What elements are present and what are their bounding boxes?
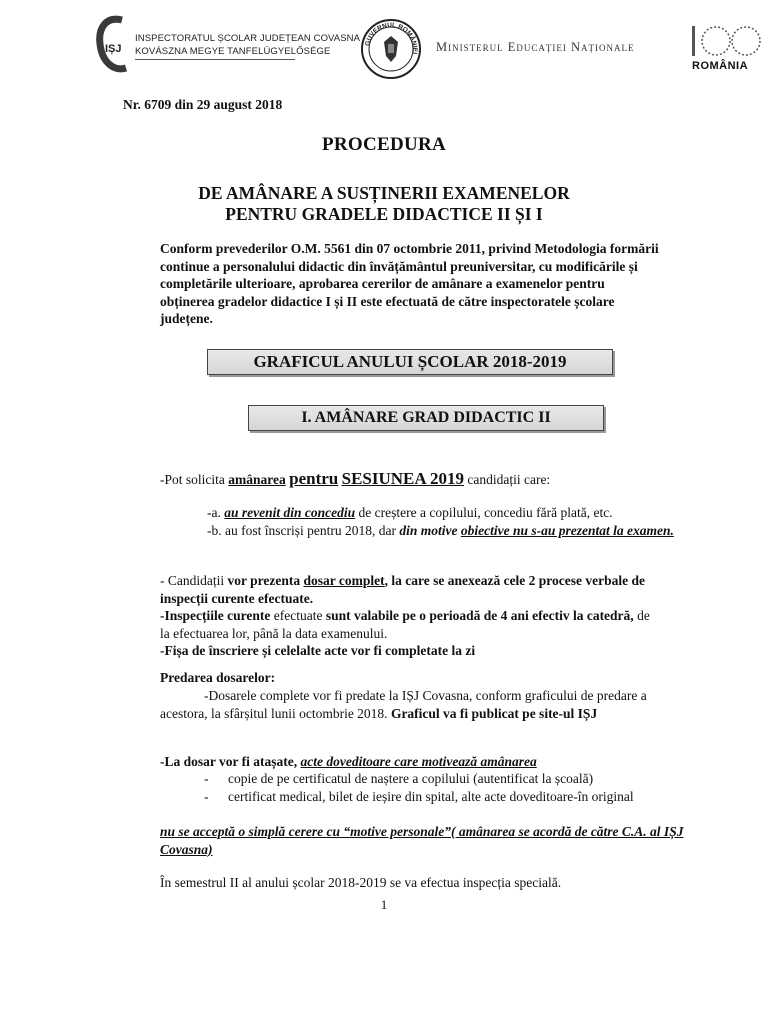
intro-paragraph: Conform prevederilor O.M. 5561 din 07 octombrie 2011, privind Metodologia formării continue a personalului didactic din învățământul preuniversitar, cu modificările și completările ulterioare, aprobarea cererilor de amânare a examenelor pentru obținerea gradelor didactice I și II este efectuată de către inspectoratele școlare județene. [160,241,659,326]
request-prefix: -Pot solicita [160,472,229,487]
predarea-paragraph [160,687,660,722]
atasate-line [160,753,680,771]
insp-p1: -Inspecțiile curente [160,608,274,623]
dosar-p1: - Candidații [160,573,228,588]
list-item [204,788,674,806]
insp-p3: sunt valabile pe o perioadă de 4 ani efectiv la catedră, [325,608,634,623]
cond-b-emph1: din motive [399,523,461,538]
fisa-line: -Fișa de înscriere și celelalte acte vor fi completate la zi [160,643,476,658]
cond-a-prefix: -a. [207,505,225,520]
list-item-text: copie de pe certificatul de naștere a copilului (autentificat la școală) [228,771,594,786]
isj-underline [135,59,295,60]
page-number: 1 [380,897,388,912]
dosar-p3: dosar complet [303,573,385,588]
request-line [160,470,720,489]
svg-text:IȘJ: IȘJ [105,43,122,55]
dosar-p4: , la care se anexează cele 2 procese verbale de inspecții curente efectuate. [160,573,646,606]
list-bullet: - [204,771,209,786]
ministry-name: Ministerul Educației Naționale [436,40,635,54]
request-amanarea: amânarea [228,472,286,487]
cond-a-rest: de creștere a copilului, concediu fără plată, etc. [355,505,613,520]
cond-b-emph2: obiective nu s-au prezentat la examen. [460,523,674,538]
list-item-text: certificat medical, bilet de ieșire din spital, alte acte doveditoare-în original [228,788,634,804]
cond-a-emph: au revenit din concediu [224,505,356,520]
document-number: Nr. 6709 din 29 august 2018 [123,97,283,112]
predarea-text2: Graficul va fi publicat pe site-ul IȘJ [390,705,598,721]
dosar-p2: vor prezenta [227,573,304,588]
predarea-heading: Predarea dosarelor: [160,670,276,685]
document-subtitle [0,183,768,225]
isj-name-hu: KOVÁSZNA MEGYE TANFELÜGYELŐSÉGE [135,46,331,57]
section-heading-box: I. AMÂNARE GRAD DIDACTIC II [248,405,604,431]
request-suffix: candidații care: [467,472,551,487]
seal-text: GUVERNUL ROMÂNIEI [364,21,419,55]
atasate-p1: -La dosar vor fi atașate, [160,754,301,769]
government-seal [360,18,422,80]
centenary-100-icon [686,20,764,62]
isj-logo [96,14,130,74]
atasate-list [204,770,674,805]
request-pentru: pentru [289,469,339,488]
predarea-text1: -Dosarele complete vor fi predate la IȘJ Covasna, conform graficului de predare a acestora, la sfârșitul lunii octombrie 2018. [160,688,647,721]
dosar-paragraph [160,572,660,660]
request-session: SESIUNEA 2019 [341,469,464,488]
subtitle-line-2: PENTRU GRADELE DIDACTICE II ȘI I [225,204,543,224]
condition-a [207,504,707,522]
centenary-label: ROMÂNIA [692,60,749,72]
insp-p2: efectuate [273,608,326,623]
subtitle-line-1: DE AMÂNARE A SUSȚINERII EXAMENELOR [198,183,570,203]
isj-name-ro: INSPECTORATUL ȘCOLAR JUDEȚEAN COVASNA [135,33,361,44]
schedule-heading-box: GRAFICUL ANULUI ȘCOLAR 2018-2019 [207,349,613,375]
insp-p4: de la efectuarea lor, până la data examenului. [160,608,650,641]
isj-name [135,32,360,58]
cond-b-prefix: -b. au fost înscriși pentru 2018, dar [207,523,400,538]
list-bullet: - [204,788,209,804]
atasate-p2: acte doveditoare care motivează amânarea [300,754,537,769]
condition-b [207,522,702,540]
centenary-logo [686,20,764,80]
list-item [204,770,674,788]
document-title: PROCEDURA [321,134,447,155]
note-paragraph: nu se acceptă o simplă cerere cu “motive personale”( amânarea se acordă de către C.A. al IȘJ Covasna) [160,824,684,857]
final-paragraph: În semestrul II al anului școlar 2018-2019 se va efectua inspecția specială. [160,875,562,890]
